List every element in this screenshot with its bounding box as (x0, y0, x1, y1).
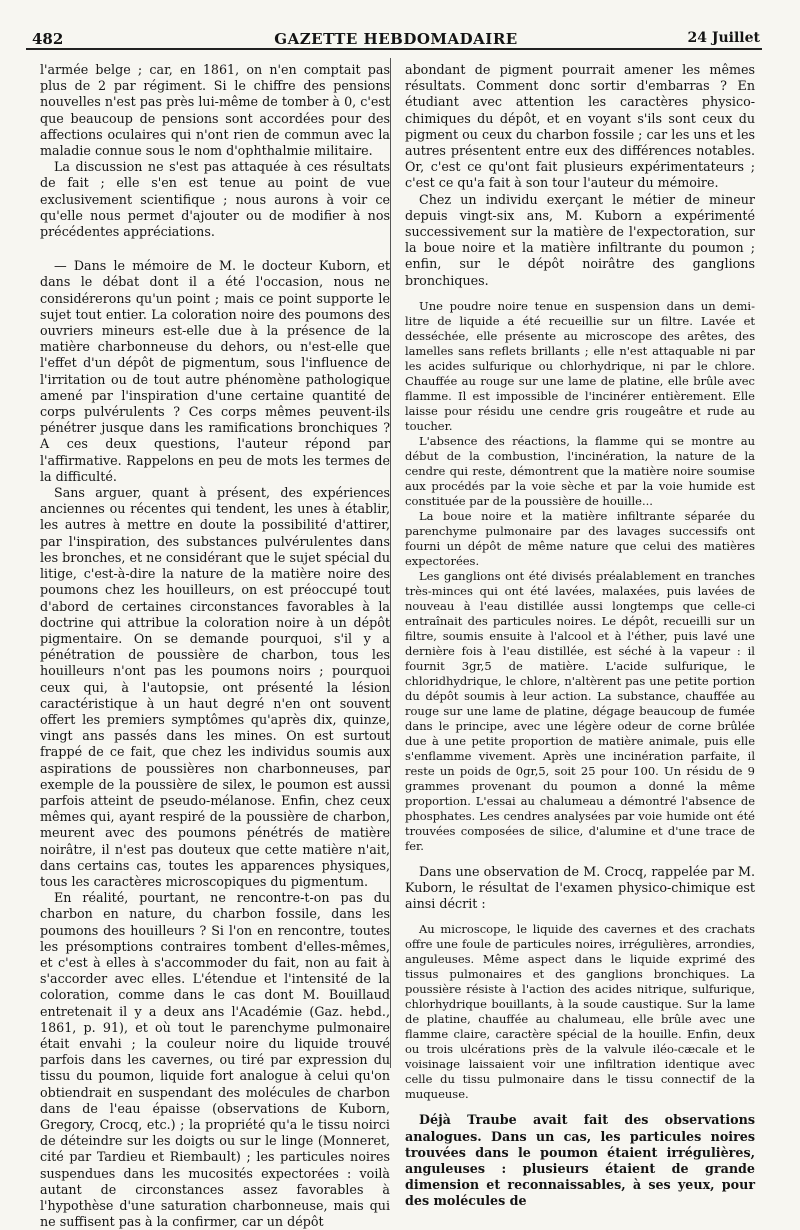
paragraph: La discussion ne s'est pas attaquée à ces résultats de fait ; elle s'en est tenue au point de vue exclusivement scientifique ; nous aurons à voir ce qu'elle nous permet d'ajouter ou de modifier à nos précédentes appréciations. (40, 159, 390, 240)
issue-date: 24 Juillet (687, 30, 760, 46)
paragraph: — Dans le mémoire de M. le docteur Kuborn, et dans le débat dont il a été l'occasion, nous ne considérerons qu'un point ; mais ce point supporte le sujet tout entier. La coloration noire des poumons des ouvriers mineurs est-elle due à la présence de la matière charbonneuse du dehors, ou n'est-elle que l'effet d'un dépôt de pigmentum, sous l'influence de l'irritation ou de tout autre phénomène pathologique amené par l'inspiration d'une certaine quantité de corps pulvérulents ? Ces corps mêmes peuvent-ils pénétrer jusque dans les ramifications bronchiques ? A ces deux questions, l'auteur répond par l'affirmative. Rappelons en peu de mots les termes de la difficulté. (40, 258, 390, 484)
quoted-paragraph: L'absence des réactions, la flamme qui se montre au début de la combustion, l'incinération, la nature de la cendre qui reste, démontrent que la matière noire soumise aux procédés par la voie sèche et par la voie humide est constituée par de la poussière de houille... (405, 433, 755, 508)
paragraph: l'armée belge ; car, en 1861, on n'en comptait pas plus de 2 par régiment. Si le chiffre des pensions nouvelles n'est pas près lui-même de tomber à 0, c'est que beaucoup de pensions sont accordées pour des affections oculaires qui n'ont rien de commun avec la maladie connue sous le nom d'ophthalmie militaire. (40, 62, 390, 159)
left-column (40, 62, 390, 1230)
paragraph: Sans arguer, quant à présent, des expériences anciennes ou récentes qui tendent, les unes à établir, les autres à mettre en doute la possibilité d'attirer, par l'inspiration, des substances pulvérulentes dans les bronches, et ne considérant que le sujet spécial du litige, c'est-à-dire la nature de la matière noire des poumons chez les houilleurs, on est préoccupé tout d'abord de certaines circonstances favorables à la doctrine qui attribue la coloration noire à un dépôt pigmentaire. On se demande pourquoi, s'il y a pénétration de poussière de charbon, tous les houilleurs n'ont pas les poumons noirs ; pourquoi ceux qui, à l'autopsie, ont présenté la lésion caractéristique à un haut degré n'en ont souvent offert les premiers symptômes qu'après dix, quinze, vingt ans passés dans les mines. On est surtout frappé de ce fait, que chez les individus soumis aux aspirations de poussières non charbonneuses, par exemple de la poussière de silex, le poumon est aussi parfois atteint de pseudo-mélanose. Enfin, chez ceux mêmes qui, ayant respiré de la poussière de charbon, meurent avec des poumons pénétrés de matière noirâtre, il n'est pas douteux que cette matière n'ait, dans certains cas, toutes les apparences physiques, tous les caractères microscopiques du pigmentum. (40, 485, 390, 889)
paragraph: En réalité, pourtant, ne rencontre-t-on pas du charbon en nature, du charbon fossile, dans les poumons des houilleurs ? Si l'on en rencontre, toutes les présomptions contraires tombent d'elles-mêmes, et c'est à elles à s'accommoder du fait, non au fait à s'accorder avec elles. L'étendue et l'intensité de la coloration, comme dans le cas dont M. Bouillaud entretenait il y a deux ans l'Académie (Gaz. hebd., 1861, p. 91), et où tout le parenchyme pulmonaire était envahi ; la couleur noire du liquide trouvé parfois dans les cavernes, ou tiré par expression du tissu du poumon, liquide fort analogue à celui qu'on obtiendrait en suspendant des molécules de charbon dans de l'eau épaisse (observations de Kuborn, Gregory, Crocq, etc.) ; la propriété qu'a le tissu noirci de déteindre sur les doigts ou sur le linge (Monneret, cité par Tardieu et Riembault) ; les particules noires suspendues dans les mucosités expectorées : voilà autant de circonstances assez favorables à l'hypothèse d'une saturation charbonneuse, mais qui ne suffisent pas à la confirmer, car un dépôt (40, 890, 390, 1230)
quoted-paragraph: La boue noire et la matière infiltrante séparée du parenchyme pulmonaire par des lavages successifs ont fourni un dépôt de même nature que celui des matières expectorées. (405, 508, 755, 568)
quoted-paragraph: Une poudre noire tenue en suspension dans un demi-litre de liquide a été recueillie sur un filtre. Lavée et desséchée, elle présente au microscope des arêtes, des lamelles sans reflets brillants ; elle n'est attaquable ni par les acides sulfurique ou chlorhydrique, ni par le chlore. Chauffée au rouge sur une lame de platine, elle brûle avec flamme. Il est impossible de l'incinérer entièrement. Elle laisse pour résidu une cendre gris rougeâtre et rude au toucher. (405, 298, 755, 433)
paragraph: abondant de pigment pourrait amener les mêmes résultats. Comment donc sortir d'embarras ? En étudiant avec attention les caractères physico-chimiques du dépôt, et en voyant s'ils sont ceux du pigment ou ceux du charbon fossile ; car les uns et les autres présentent entre eux des différences notables. Or, c'est ce qu'ont fait plusieurs expérimentateurs ; c'est ce qu'a fait à son tour l'auteur du mémoire. (405, 62, 755, 191)
quoted-paragraph: Les ganglions ont été divisés préalablement en tranches très-minces qui ont été lavées, malaxées, puis lavées de nouveau à l'eau distillée aussi longtemps que celle-ci entraînait des particules noires. Le dépôt, recueilli sur un filtre, soumis ensuite à l'alcool et à l'éther, puis lavé une dernière fois à l'eau distillée, est séché à la vapeur : il fournit 3gr,5 de matière. L'acide sulfurique, le chloridhydrique, le chlore, n'altèrent pas une petite portion du dépôt soumis à leur action. La substance, chauffée au rouge sur une lame de platine, dégage beaucoup de fumée dans le principe, avec une légère odeur de corne brûlée due à une petite proportion de matière animale, puis elle s'enflamme vivement. Après une incinération parfaite, il reste un poids de 0gr,5, soit 25 pour 100. Un résidu de 9 grammes provenant du poumon a donné la même proportion. L'essai au chalumeau a démontré l'absence de phosphates. Les cendres analysées par voie humide ont été trouvées composées de silice, d'alumine et d'une trace de fer. (405, 568, 755, 853)
journal-title: GAZETTE HEBDOMADAIRE (274, 30, 518, 48)
quoted-paragraph: Au microscope, le liquide des cavernes et des crachats offre une foule de particules noires, irrégulières, arrondies, anguleuses. Même aspect dans le liquide exprimé des tissus pulmonaires et des ganglions bronchiques. La poussière résiste à l'action des acides nitrique, sulfurique, chlorhydrique bouillants, à la soude caustique. Sur la lame de platine, chauffée au chalumeau, elle brûle avec une flamme claire, caractère spécial de la houille. Enfin, deux ou trois ulcérations près de la valvule iléo-cæcale et le voisinage laissaient voir une infiltration identique avec celle du tissu pulmonaire dans le tissu connectif de la muqueuse. (405, 922, 755, 1102)
paragraph: Dans une observation de M. Crocq, rappelée par M. Kuborn, le résultat de l'examen physico-chimique est ainsi décrit : (405, 863, 755, 912)
paragraph: Déjà Traube avait fait des observations analogues. Dans un cas, les particules noires trouvées dans le poumon étaient irrégulières, anguleuses : plusieurs étaient de grande dimension et reconnaissables, à ses yeux, pour des molécules de (405, 1112, 755, 1209)
right-column (405, 62, 755, 1210)
column-divider (390, 58, 391, 1068)
page-number: 482 (32, 30, 64, 48)
paragraph: Chez un individu exerçant le métier de mineur depuis vingt-six ans, M. Kuborn a expérimenté successivement sur la matière de l'expectoration, sur la boue noire et la matière infiltrante du poumon ; enfin, sur le dépôt noirâtre des ganglions bronchiques. (405, 191, 755, 288)
running-header (26, 26, 762, 50)
